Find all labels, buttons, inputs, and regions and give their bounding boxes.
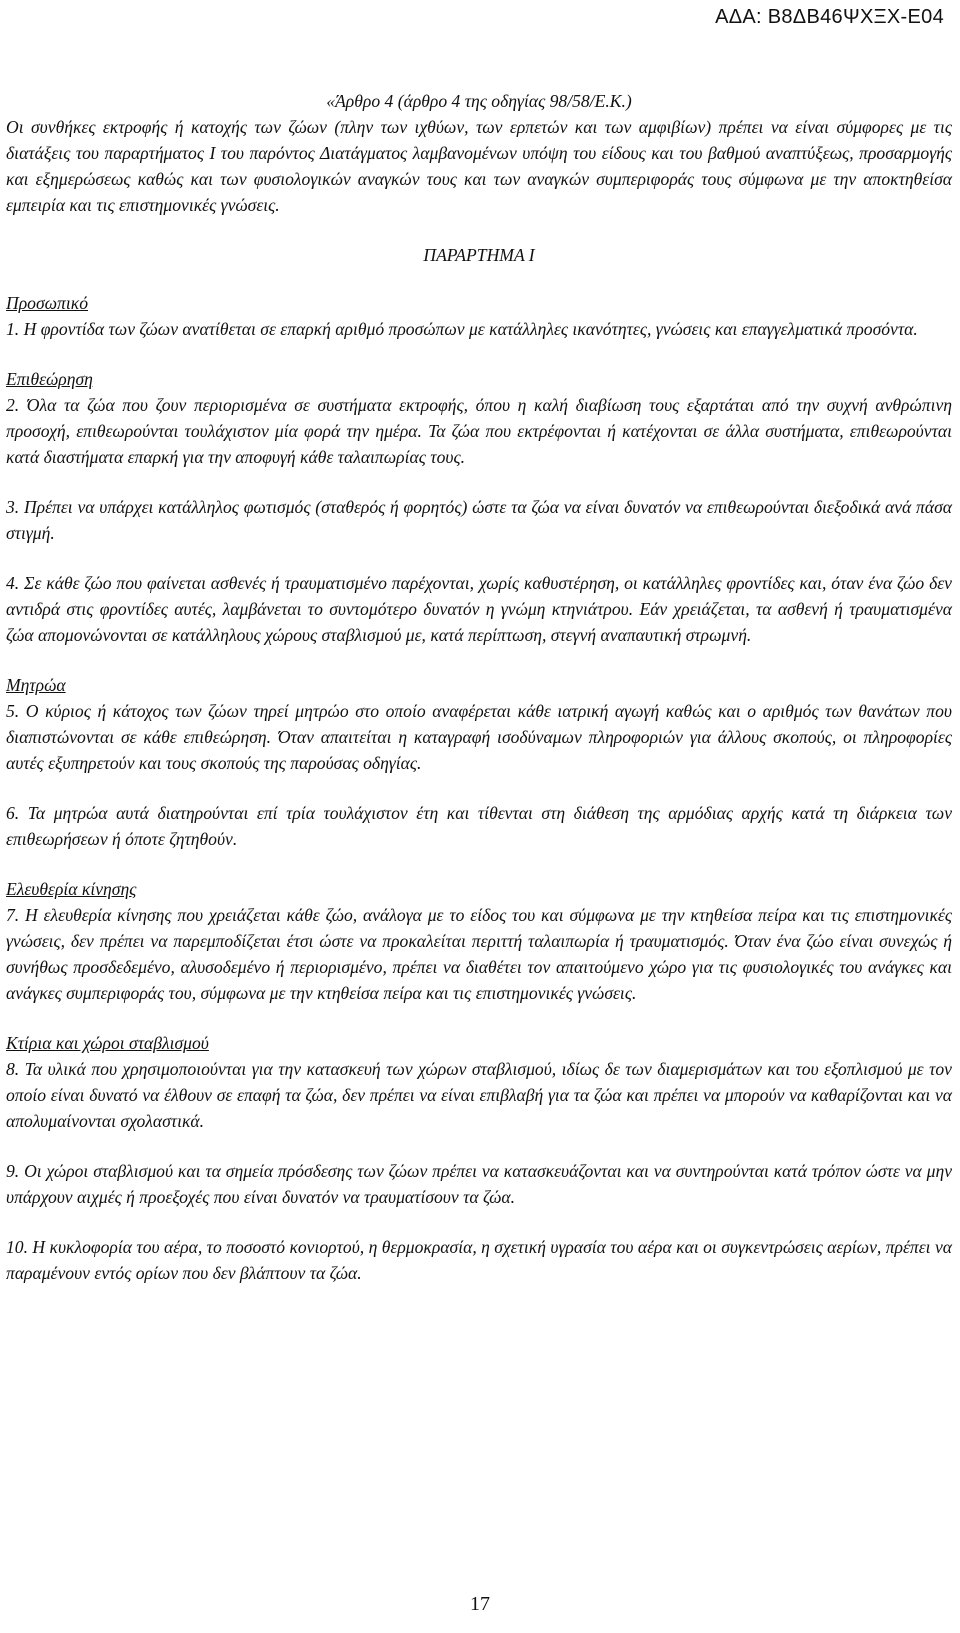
paragraph-9: 9. Οι χώροι σταβλισμού και τα σημεία πρόσδεσης των ζώων πρέπει να κατασκευάζονται και να συντηρούνται κατά τρόπον ώστε να μην υπάρχουν αιχμές ή προεξοχές που είναι δυνατόν να τραυματίσουν τα ζώα. (6, 1161, 952, 1207)
section-heading-records: Μητρώα (6, 675, 66, 695)
paragraph-8: 8. Τα υλικά που χρησιμοποιούνται για την κατασκευή των χώρων σταβλισμού, ιδίως δε των διαμερισμάτων και του εξοπλισμού με τον οποίο είναι δυνατό να έλθουν σε επαφή τα ζώα, δεν πρέπει να είναι επιβλαβή για τα ζώα και πρέπει να μπορούν να καθαρίζονται και να απολυμαίνονται σχολαστικά. (6, 1059, 952, 1131)
paragraph-10: 10. Η κυκλοφορία του αέρα, το ποσοστό κονιορτού, η θερμοκρασία, η σχετική υγρασία του αέρα και οι συγκεντρώσεις αερίων, πρέπει να παραμένουν εντός ορίων που δεν βλάπτουν τα ζώα. (6, 1237, 952, 1283)
section-heading-buildings: Κτίρια και χώροι σταβλισμού (6, 1033, 209, 1053)
article-title: «Άρθρο 4 (άρθρο 4 της οδηγίας 98/58/Ε.Κ.) (326, 91, 632, 111)
section-heading-movement: Ελευθερία κίνησης (6, 879, 137, 899)
paragraph-3: 3. Πρέπει να υπάρχει κατάλληλος φωτισμός (σταθερός ή φορητός) ώστε τα ζώα να είναι δυνατόν να επιθεωρούνται διεξοδικά ανά πάσα στιγμή. (6, 497, 952, 543)
paragraph-7: 7. Η ελευθερία κίνησης που χρειάζεται κάθε ζώο, ανάλογα με το είδος του και σύμφωνα με την κτηθείσα πείρα και τις επιστημονικές γνώσεις, δεν πρέπει να παρεμποδίζεται έτσι ώστε να προκαλείται περιττή ταλαιπωρία ή τραυματισμός. Όταν ένα ζώο είναι συνεχώς ή συνήθως προσδεδεμένο, αλυσοδεμένο ή περιορισμένο, πρέπει να διαθέτει τον απαιτούμενο χώρο για τις φυσιολογικές του ανάγκες και ανάγκες συμπεριφοράς του, σύμφωνα με την κτηθείσα πείρα και τις επιστημονικές γνώσεις. (6, 905, 952, 1003)
document-body (6, 88, 952, 1286)
annex-title: ΠΑΡΑΡΤΗΜΑ Ι (423, 245, 535, 265)
paragraph-6: 6. Τα μητρώα αυτά διατηρούνται επί τρία τουλάχιστον έτη και τίθενται στη διάθεση της αρμόδιας αρχής κατά τη διάρκεια των επιθεωρήσεων ή όποτε ζητηθούν. (6, 803, 952, 849)
page-number: 17 (470, 1593, 490, 1615)
section-heading-inspection: Επιθεώρηση (6, 369, 93, 389)
section-heading-personnel: Προσωπικό (6, 293, 88, 313)
paragraph-4: 4. Σε κάθε ζώο που φαίνεται ασθενές ή τραυματισμένο παρέχονται, χωρίς καθυστέρηση, οι κατάλληλες φροντίδες και, όταν ένα ζώο δεν αντιδρά στις φροντίδες αυτές, λαμβάνεται το συντομότερο δυνατόν η γνώμη κτηνιάτρου. Εάν χρειάζεται, τα ασθενή ή τραυματισμένα ζώα απομονώνονται σε κατάλληλους χώρους σταβλισμού με, κατά περίπτωση, στεγνή αναπαυτική στρωμνή. (6, 573, 952, 645)
ada-code: ΑΔΑ: Β8ΔΒ46ΨΧΞΧ-Ε04 (715, 6, 944, 28)
paragraph-1: 1. Η φροντίδα των ζώων ανατίθεται σε επαρκή αριθμό προσώπων με κατάλληλες ικανότητες, γνώσεις και επαγγελματικά προσόντα. (6, 319, 918, 339)
paragraph-5: 5. Ο κύριος ή κάτοχος των ζώων τηρεί μητρώο στο οποίο αναφέρεται κάθε ιατρική αγωγή καθώς και ο αριθμός των θανάτων που διαπιστώνονται σε κάθε επιθεώρηση. Όταν απαιτείται η καταγραφή ισοδύναμων πληροφοριών για άλλους σκοπούς, οι πληροφορίες αυτές εξυπηρετούν και τους σκοπούς της παρούσας οδηγίας. (6, 701, 952, 773)
paragraph-2: 2. Όλα τα ζώα που ζουν περιορισμένα σε συστήματα εκτροφής, όπου η καλή διαβίωση τους εξαρτάται από την συχνή ανθρώπινη προσοχή, επιθεωρούνται τουλάχιστον μία φορά την ημέρα. Τα ζώα που εκτρέφονται ή κατέχονται σε άλλα συστήματα, επιθεωρούνται κατά διαστήματα επαρκή για την αποφυγή κάθε ταλαιπωρίας τους. (6, 395, 952, 467)
article-text: Οι συνθήκες εκτροφής ή κατοχής των ζώων (πλην των ιχθύων, των ερπετών και των αμφιβίων) πρέπει να είναι σύμφορες με τις διατάξεις του παραρτήματος Ι του παρόντος Διατάγματος λαμβανομένων υπόψη του είδους και του βαθμού αναπτύξεως, προσαρμογής και εξημερώσεως καθώς και των φυσιολογικών αναγκών τους και των αναγκών συμπεριφοράς τους σύμφωνα με την αποκτηθείσα εμπειρία και τις επιστημονικές γνώσεις. (6, 117, 952, 215)
